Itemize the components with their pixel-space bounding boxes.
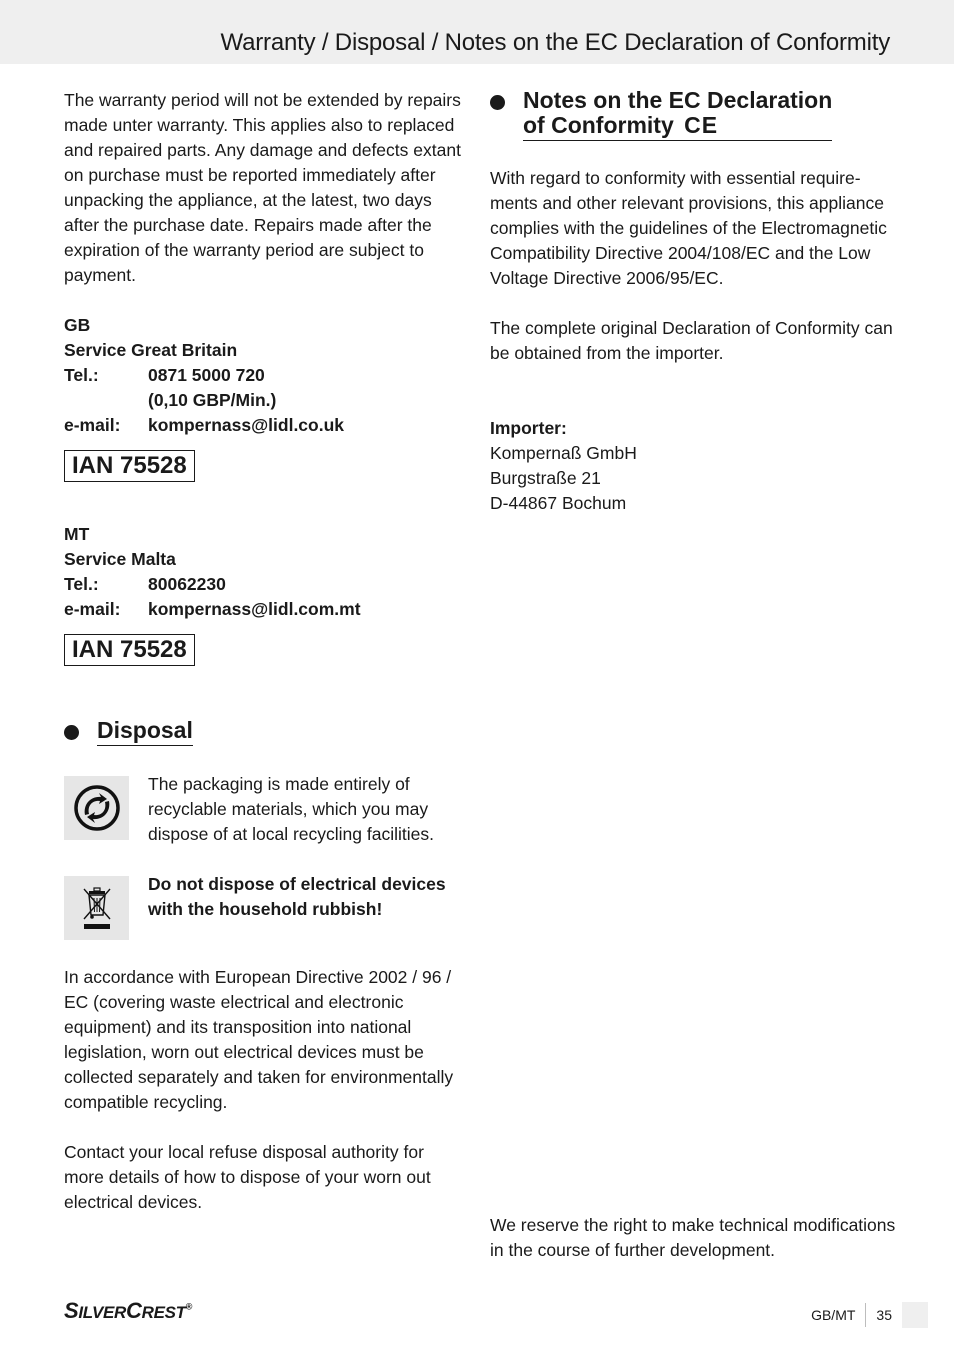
email-row-mt — [64, 597, 464, 622]
recycling-icon — [64, 776, 129, 840]
ian-box-mt: IAN 75528 — [64, 634, 195, 666]
declaration-paragraph: The complete original Declaration of Conformity can be obtained from the importer. — [490, 318, 893, 363]
packaging-text: The packaging is made entirely of recyclable materials, which you may dispose of at local recycling facilities. — [148, 774, 434, 844]
bullet-icon — [490, 95, 505, 110]
tel-rate-gb: (0,10 GBP/Min.) — [148, 390, 277, 410]
tel-value-gb: 0871 5000 720 — [148, 365, 265, 385]
ec-heading-line2: of Conformity — [523, 112, 674, 138]
ce-mark-icon: CE — [684, 112, 719, 138]
importer-name: Kompernaß GmbH — [490, 443, 637, 463]
email-value-gb[interactable]: kompernass@lidl.co.uk — [148, 415, 345, 435]
tel-value-mt: 80062230 — [148, 574, 226, 594]
ian-box-gb: IAN 75528 — [64, 450, 195, 482]
directive-paragraph: In accordance with European Directive 2002 / 96 / EC (covering waste electrical and electronic equipment) and its transposition into national legislation, worn out electrical devices must be collected separately and taken for environmentally compatible recycling. — [64, 967, 454, 1112]
packaging-row — [64, 772, 464, 847]
ec-heading — [490, 88, 900, 141]
conformity-paragraph: With regard to conformity with essential require-ments and other relevant provisions, this appliance complies with the guidelines of the Electromagnetic Compatibility Directive 2004/108/EC and the Low Voltage Directive 2006/95/EC. — [490, 168, 887, 288]
page-title: Warranty / Disposal / Notes on the EC Declaration of Conformity — [220, 29, 890, 56]
contact-mt — [64, 522, 464, 622]
page-number: 35 — [876, 1307, 892, 1323]
footer-page-info — [811, 1302, 928, 1328]
country-code-mt: MT — [64, 524, 90, 544]
tel-row-gb — [64, 363, 464, 388]
ec-heading-text — [523, 88, 832, 141]
tel-label: Tel.: — [64, 574, 99, 594]
footer-region: GB/MT — [811, 1307, 856, 1323]
weee-warning-text: Do not dispose of electrical devices with the household rubbish! — [148, 874, 446, 919]
importer-label: Importer: — [490, 418, 567, 438]
weee-row — [64, 872, 464, 940]
silvercrest-logo: SILVERCREST® — [64, 1298, 193, 1323]
country-code-gb: GB — [64, 315, 91, 335]
email-label: e-mail: — [64, 415, 121, 435]
service-name-gb: Service Great Britain — [64, 340, 238, 360]
reserve-paragraph: We reserve the right to make technical modifications in the course of further development. — [490, 1215, 896, 1260]
email-value-mt[interactable]: kompernass@lidl.com.mt — [148, 599, 361, 619]
footer-marker — [902, 1302, 928, 1328]
left-column — [64, 88, 464, 1215]
disposal-heading — [64, 718, 464, 746]
ec-heading-line1: Notes on the EC Declaration — [523, 87, 833, 113]
disposal-heading-text: Disposal — [97, 718, 193, 746]
crossed-bin-icon — [64, 876, 129, 940]
service-name-mt: Service Malta — [64, 549, 176, 569]
tel-row-mt — [64, 572, 464, 597]
right-column — [490, 88, 900, 516]
tel-rate-row-gb — [64, 388, 464, 413]
bullet-icon — [64, 725, 79, 740]
email-label: e-mail: — [64, 599, 121, 619]
tel-label: Tel.: — [64, 365, 99, 385]
contact-authority-paragraph: Contact your local refuse disposal authority for more details of how to dispose of your worn out electrical devices. — [64, 1142, 431, 1212]
importer-street: Burgstraße 21 — [490, 468, 601, 488]
email-row-gb — [64, 413, 464, 438]
warranty-paragraph: The warranty period will not be extended by repairs made unter warranty. This applies also to replaced and repaired parts. Any damage and defects extant on purchase must be reported immediately after unpacking the appliance, at the latest, two days after the purchase date. Repairs made after the expiration of the warranty period are subject to payment. — [64, 90, 461, 285]
importer-city: D-44867 Bochum — [490, 493, 627, 513]
importer-block — [490, 416, 900, 516]
contact-gb — [64, 313, 464, 438]
